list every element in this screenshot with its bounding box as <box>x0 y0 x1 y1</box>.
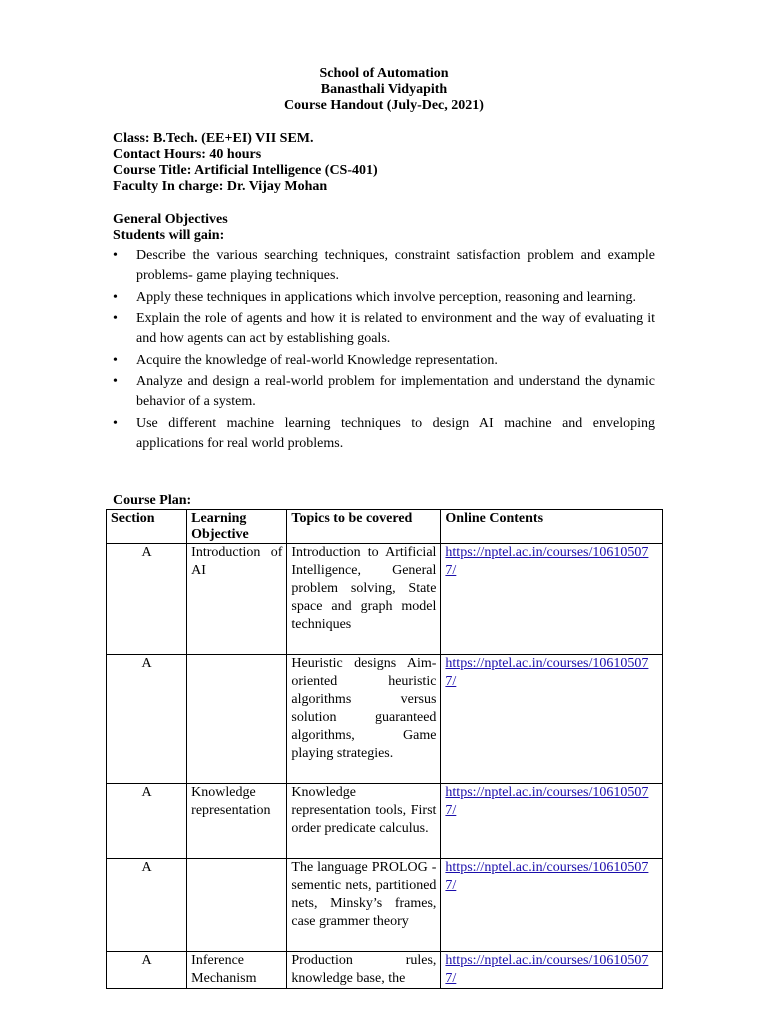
topics-cell: Introduction to Artificial Intelligence, General problem solving, State space and graph model techniques <box>287 544 441 655</box>
table-row <box>107 784 663 859</box>
col-header-topics: Topics to be covered <box>287 510 441 544</box>
objectives-heading: General Objectives <box>113 212 228 227</box>
objective-cell: Introduction of AI <box>187 544 287 655</box>
objective-cell <box>187 655 287 784</box>
course-plan-label: Course Plan: <box>113 493 192 508</box>
course-meta <box>113 131 378 195</box>
col-header-section: Section <box>107 510 187 544</box>
online-content-link[interactable]: https://nptel.ac.in/courses/106105077/ <box>445 785 649 818</box>
university-name: Banasthali Vidyapith <box>320 82 448 97</box>
objective-item: • Use different machine learning techniques to design AI machine and enveloping applications for real world problems. <box>113 414 655 454</box>
online-cell <box>441 544 663 655</box>
topics-cell: Knowledge representation tools, First order predicate calculus. <box>287 784 441 859</box>
table-header-row <box>107 510 663 544</box>
section-cell: A <box>107 952 187 989</box>
handout-title: Course Handout (July-Dec, 2021) <box>284 98 484 113</box>
objective-item: • Describe the various searching techniques, constraint satisfaction problem and example problems- game playing techniques. <box>113 246 655 286</box>
online-cell <box>441 952 663 989</box>
online-content-link[interactable]: https://nptel.ac.in/courses/106105077/ <box>445 545 649 578</box>
topics-cell: Production rules, knowledge base, the <box>287 952 441 989</box>
topics-cell: The language PROLOG - sementic nets, partitioned nets, Minsky’s frames, case grammer theory <box>287 859 441 952</box>
table-row <box>107 544 663 655</box>
online-content-link[interactable]: https://nptel.ac.in/courses/106105077/ <box>445 656 649 689</box>
document-header <box>0 66 768 114</box>
section-cell: A <box>107 784 187 859</box>
objective-cell <box>187 859 287 952</box>
online-cell <box>441 784 663 859</box>
objectives-list <box>113 246 655 455</box>
objective-item: • Analyze and design a real-world problem for implementation and understand the dynamic behavior of a system. <box>113 372 655 412</box>
objective-cell: Inference Mechanism <box>187 952 287 989</box>
topics-cell: Heuristic designs Aim-oriented heuristic algorithms versus solution guaranteed algorithms, Game playing strategies. <box>287 655 441 784</box>
online-content-link[interactable]: https://nptel.ac.in/courses/106105077/ <box>445 953 649 986</box>
course-title-line: Course Title: Artificial Intelligence (CS-401) <box>113 163 378 178</box>
col-header-online: Online Contents <box>441 510 663 544</box>
faculty-line: Faculty In charge: Dr. Vijay Mohan <box>113 179 328 194</box>
objective-cell: Knowledge representation <box>187 784 287 859</box>
col-header-objective: Learning Objective <box>187 510 287 544</box>
table-row <box>107 859 663 952</box>
objective-item: • Explain the role of agents and how it is related to environment and the way of evaluating it and how agents can act by establishing goals. <box>113 309 655 349</box>
objective-item: • Acquire the knowledge of real-world Knowledge representation. <box>113 351 655 371</box>
course-plan-table <box>106 509 663 989</box>
section-cell: A <box>107 859 187 952</box>
objective-item: • Apply these techniques in applications which involve perception, reasoning and learning. <box>113 288 655 308</box>
objectives-subheading: Students will gain: <box>113 228 225 243</box>
objectives-heading-block <box>113 212 228 244</box>
class-line: Class: B.Tech. (EE+EI) VII SEM. <box>113 131 314 146</box>
online-cell <box>441 859 663 952</box>
table-row <box>107 952 663 989</box>
online-cell <box>441 655 663 784</box>
school-name: School of Automation <box>319 66 449 81</box>
online-content-link[interactable]: https://nptel.ac.in/courses/106105077/ <box>445 860 649 893</box>
section-cell: A <box>107 655 187 784</box>
contact-hours-line: Contact Hours: 40 hours <box>113 147 262 162</box>
section-cell: A <box>107 544 187 655</box>
table-row <box>107 655 663 784</box>
